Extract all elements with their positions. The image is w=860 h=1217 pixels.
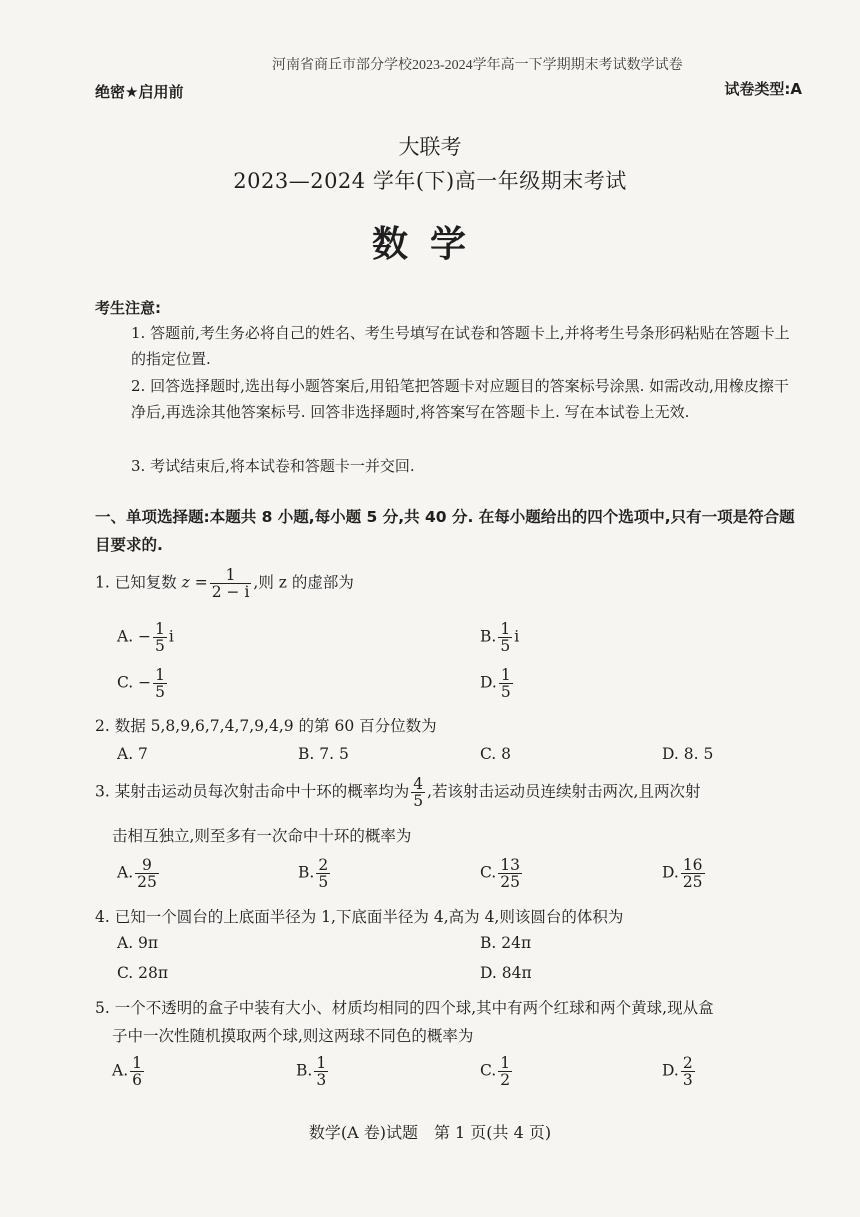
notice-item-1: 1. 答题前,考生务必将自己的姓名、考生号填写在试卷和答题卡上,并将考生号条形码粘贴在答题卡上的指定位置. [131,324,790,368]
question-5-line-2: 子中一次性随机摸取两个球,则这两球不同色的概率为 [112,1027,474,1045]
q3-option-c: C. $\frac{13}{25}$ [480,856,520,891]
q5-option-b: B. $\frac{1}{3}$ [296,1054,327,1089]
q1-var: z [181,573,190,592]
section-1-heading: 一、单项选择题:本题共 8 小题,每小题 5 分,共 40 分. 在每小题给出的四个选项中,只有一项是符合题目要求的. [95,508,795,554]
q4-option-c: C. 28π [117,964,169,982]
notice-title: 考生注意: [95,299,161,317]
q4-option-d: D. 84π [480,964,532,982]
q1-fraction: $\frac{1}{2 - i}$ [211,566,250,601]
q1-option-d: D. $\frac{1}{5}$ [480,666,511,701]
q1-option-b: B. $\frac{1}{5}$ i [480,620,520,655]
q2-option-b: B. 7. 5 [298,745,349,763]
question-3: 3. 某射击运动员每次射击命中十环的概率均为 $\frac{4}{5}$ ,若该射击运动员连续射击两次,且两次射 [95,775,701,810]
question-4: 4. 已知一个圆台的上底面半径为 1,下底面半径为 4,高为 4,则该圆台的体积为 [95,908,624,926]
q5-option-d: D. $\frac{2}{3}$ [662,1054,693,1089]
q3-fraction: $\frac{4}{5}$ [413,775,424,810]
q1-option-a: A. − $\frac{1}{5}$ i [117,620,174,655]
page-footer: 数学(A 卷)试题 第 1 页(共 4 页) [308,1123,552,1142]
question-3-line-2: 击相互独立,则至多有一次命中十环的概率为 [112,827,412,845]
q1-eq: = [189,573,208,592]
confidential-label: 绝密★启用前 [95,83,184,101]
notice-item-3: 3. 考试结束后,将本试卷和答题卡一并交回. [131,457,415,475]
q4-option-a: A. 9π [117,934,159,952]
q2-option-d: D. 8. 5 [662,745,714,763]
q2-option-a: A. 7 [117,745,148,763]
q3-option-b: B. $\frac{2}{5}$ [298,856,329,891]
q4-option-b: B. 24π [480,934,532,952]
q1-prefix: 1. 已知复数 [95,573,182,592]
paper-type-label: 试卷类型:A [724,80,802,98]
q1-option-c: C. − $\frac{1}{5}$ [117,666,166,701]
question-1 [95,567,354,600]
subject-title: 数学 [371,224,488,265]
question-2: 2. 数据 5,8,9,6,7,4,7,9,4,9 的第 60 百分位数为 [95,717,437,735]
watermark-title: 河南省商丘市部分学校2023-2024学年高一下学期期末考试数学试卷 [272,58,683,73]
q1-suffix: ,则 z 的虚部为 [253,573,354,592]
q3-option-d: D. $\frac{16}{25}$ [662,856,703,891]
q5-option-a: A. $\frac{1}{6}$ [112,1054,142,1089]
question-5: 5. 一个不透明的盒子中装有大小、材质均相同的四个球,其中有两个红球和两个黄球,现从盒 [95,999,714,1017]
exam-title: 2023—2024 学年(下)高一年级期末考试 [233,169,627,193]
q3-option-a: A. $\frac{9}{25}$ [117,856,157,891]
exam-name: 大联考 [398,135,462,159]
q5-option-c: C. $\frac{1}{2}$ [480,1054,511,1089]
q2-option-c: C. 8 [480,745,512,763]
notice-item-2: 2. 回答选择题时,选出每小题答案后,用铅笔把答题卡对应题目的答案标号涂黑. 如需改动,用橡皮擦干净后,再选涂其他答案标号. 回答非选择题时,将答案写在答题卡上. 写在本试卷上无效. [131,377,789,421]
